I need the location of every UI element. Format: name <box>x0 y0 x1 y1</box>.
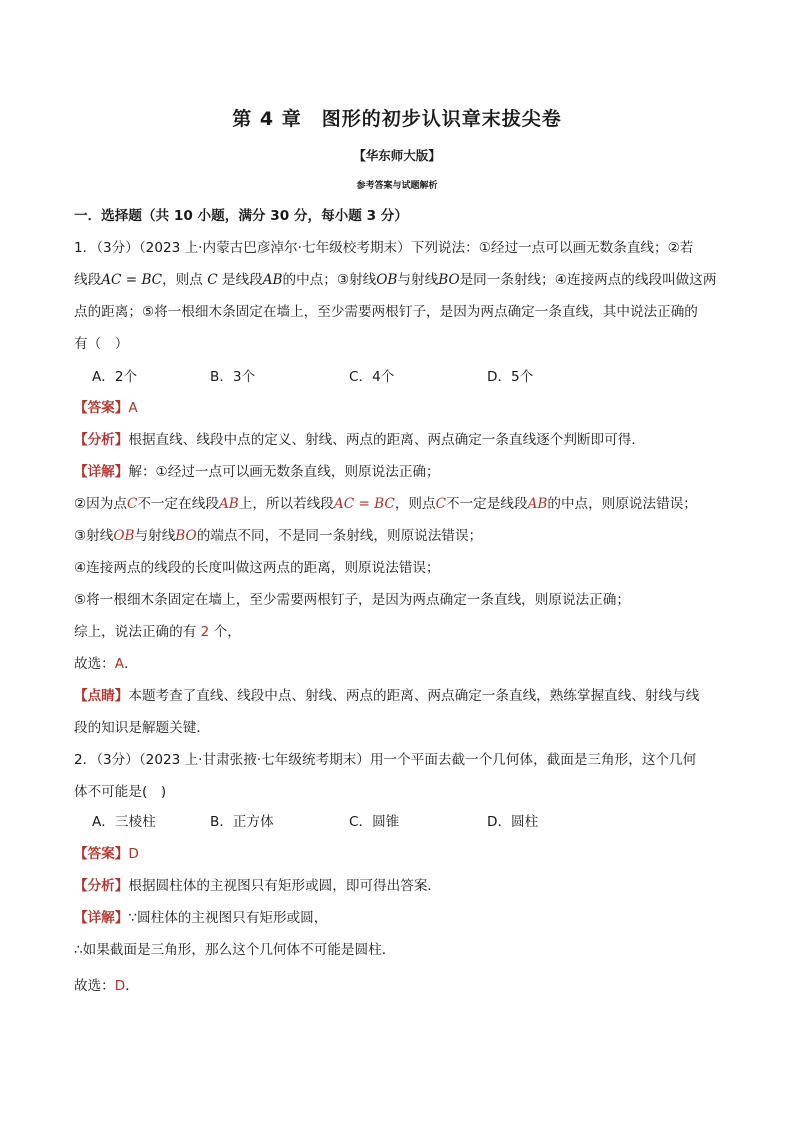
q2-analysis: 【分析】根据圆柱体的主视图只有矩形或圆，即可得出答案． <box>74 878 442 894</box>
q1-stem-line-1: 1．（3分）（2023 上·内蒙古巴彦淖尔·七年级校考期末）下列说法：①经过一点可以画无数条直线；②若 <box>74 240 694 256</box>
q1-review-line-2: 段的知识是解题关键． <box>74 720 210 736</box>
q2-detail-line-2: ∴如果截面是三角形，那么这个几何体不可能是圆柱． <box>74 942 396 958</box>
q1-stem-line-4: 有（ ） <box>74 336 129 352</box>
q1-detail-line-4: ④连接两点的线段的长度叫做这两点的距离，则原说法错误； <box>74 560 440 576</box>
q1-detail-line-7: 故选：A． <box>74 656 138 672</box>
q1-detail-line-2: ②因为点C不一定在线段AB上，所以若线段AC = BC，则点C不一定是线段AB的中点，则原说法错误； <box>74 496 697 512</box>
q2-option-b: B．正方体 <box>210 814 274 830</box>
q2-option-a: A．三棱柱 <box>92 814 156 830</box>
document-title: 第 4 章 图形的初步认识章末拔尖卷 <box>232 108 562 130</box>
q2-option-c: C．圆锥 <box>349 814 400 830</box>
q1-detail-line-3: ③射线OB与射线BO的端点不同，不是同一条射线，则原说法错误； <box>74 528 483 544</box>
q2-stem-line-1: 2．（3分）（2023 上·甘肃张掖·七年级统考期末）用一个平面去截一个几何体，截面是三角形，这个几何 <box>74 752 697 768</box>
q1-answer: 【答案】A <box>74 400 138 416</box>
q1-detail-line-6: 综上，说法正确的有 2 个， <box>74 624 241 640</box>
q1-detail-line-5: ⑤将一根细木条固定在墙上，至少需要两根钉子，是因为两点确定一条直线，则原说法正确； <box>74 592 630 608</box>
q2-detail-line-1: 【详解】∵圆柱体的主视图只有矩形或圆， <box>74 910 328 926</box>
q1-stem-line-2: 线段AC = BC，则点 C 是线段AB的中点；③射线OB与射线BO是同一条射线；④连接两点的线段叫做这两 <box>74 272 717 288</box>
q2-option-d: D．圆柱 <box>487 814 539 830</box>
q1-detail-line-1: 【详解】解：①经过一点可以画无数条直线，则原说法正确； <box>74 464 440 480</box>
q1-stem-line-3: 点的距离；⑤将一根细木条固定在墙上，至少需要两根钉子，是因为两点确定一条直线，其中说法正确的 <box>74 304 698 320</box>
q1-analysis: 【分析】根据直线、线段中点的定义、射线、两点的距离、两点确定一条直线逐个判断即可得． <box>74 432 645 448</box>
q2-stem-line-2: 体不可能是( ) <box>74 784 167 800</box>
section-heading: 一．选择题（共 10 小题，满分 30 分，每小题 3 分） <box>74 208 408 224</box>
q1-review-line-1: 【点睛】本题考查了直线、线段中点、射线、两点的距离、两点确定一条直线，熟练掌握直线、射线与线 <box>74 688 700 704</box>
q1-option-d: D．5个 <box>487 369 534 385</box>
q2-detail-line-3: 故选：D． <box>74 978 139 994</box>
q1-option-a: A．2个 <box>92 369 138 385</box>
q1-option-b: B．3个 <box>210 369 256 385</box>
q1-option-c: C．4个 <box>349 369 395 385</box>
edition-label: 【华东师大版】 <box>353 148 441 163</box>
answer-subtitle: 参考答案与试题解析 <box>356 181 438 191</box>
q2-answer: 【答案】D <box>74 846 139 862</box>
